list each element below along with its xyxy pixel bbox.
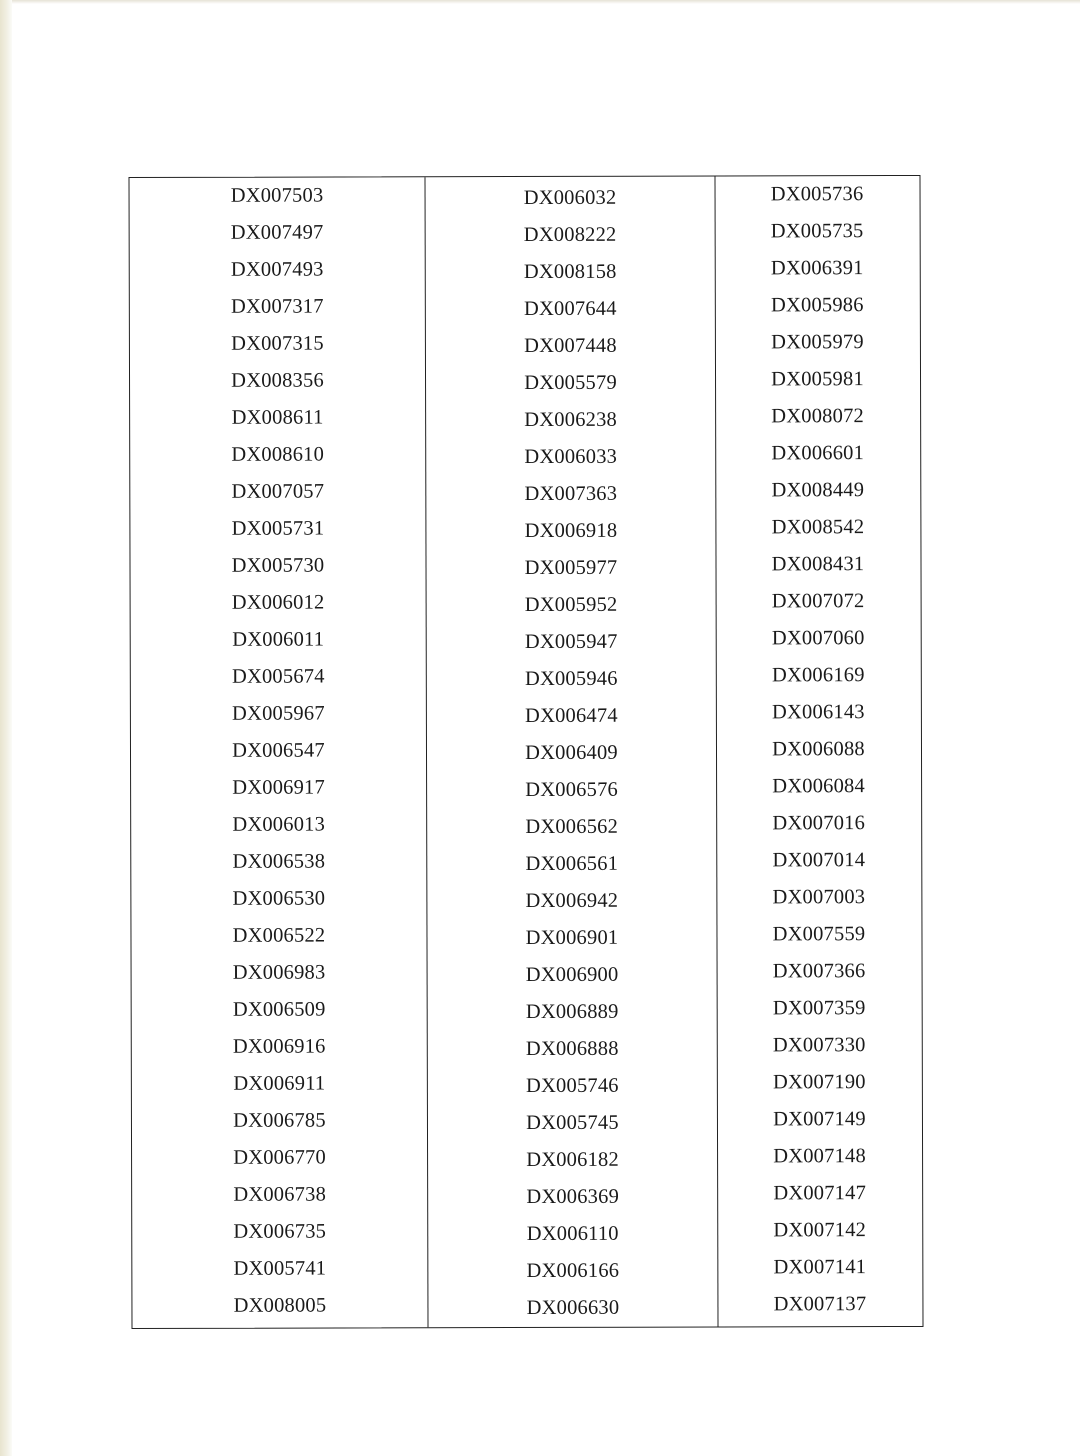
table-cell: DX007147 xyxy=(773,1182,867,1205)
table-cell: DX005977 xyxy=(524,556,618,580)
table-cell: DX007148 xyxy=(773,1145,866,1168)
table-cell: DX005979 xyxy=(771,331,864,354)
table-cell: DX005947 xyxy=(524,630,618,654)
table-cell: DX006011 xyxy=(232,628,325,651)
table-cell: DX007014 xyxy=(772,849,866,872)
table-cell: DX007141 xyxy=(773,1256,867,1279)
table-cell: DX006522 xyxy=(232,924,326,947)
table-cell: DX007072 xyxy=(771,590,865,613)
table-cell: DX006900 xyxy=(525,963,619,987)
table-cell: DX006032 xyxy=(523,186,617,210)
table-cell: DX006916 xyxy=(232,1035,326,1058)
table-cell: DX007366 xyxy=(772,960,866,983)
table-cell: DX006888 xyxy=(525,1037,619,1061)
table-cell: DX006630 xyxy=(526,1296,620,1320)
table-cell: DX006561 xyxy=(525,852,619,876)
table-cell: DX006901 xyxy=(525,926,619,950)
table-cell: DX005745 xyxy=(526,1111,619,1135)
table-cell: DX006889 xyxy=(525,1000,619,1024)
table-cell: DX006474 xyxy=(525,704,618,728)
table-cell: DX008356 xyxy=(231,369,324,392)
table-cell: DX006169 xyxy=(771,664,865,687)
table-cell: DX006409 xyxy=(525,741,618,765)
table-cell: DX005579 xyxy=(524,371,617,395)
table-column-1 xyxy=(129,177,428,1328)
table-cell: DX007497 xyxy=(230,221,324,244)
table-cell: DX006012 xyxy=(231,591,325,614)
table-cell: DX005981 xyxy=(771,368,864,391)
table-cell: DX006547 xyxy=(232,739,325,762)
table-cell: DX006391 xyxy=(770,257,864,280)
table-cell: DX006738 xyxy=(233,1183,327,1206)
table-cell: DX006576 xyxy=(525,778,618,802)
table-cell: DX007057 xyxy=(231,480,325,503)
table-cell: DX007190 xyxy=(772,1071,866,1094)
table-cell: DX008431 xyxy=(771,553,865,576)
table-cell: DX005731 xyxy=(231,517,325,540)
table-cell: DX007448 xyxy=(524,334,617,358)
table-cell: DX006238 xyxy=(524,408,618,432)
table-cell: DX008005 xyxy=(233,1294,327,1317)
table-cell: DX005967 xyxy=(232,702,325,725)
table-cell: DX006509 xyxy=(232,998,326,1021)
table-column-3 xyxy=(715,176,921,1327)
table-cell: DX007142 xyxy=(773,1219,867,1242)
table-cell: DX007493 xyxy=(230,258,324,281)
table-cell: DX007003 xyxy=(772,886,866,909)
table-cell: DX006143 xyxy=(772,701,865,724)
table-cell: DX007559 xyxy=(772,923,866,946)
table-cell: DX007503 xyxy=(230,184,324,207)
table-cell: DX005735 xyxy=(770,220,864,243)
table-cell: DX005741 xyxy=(233,1257,327,1280)
code-table xyxy=(128,175,923,1329)
table-cell: DX008072 xyxy=(771,405,865,428)
table-cell: DX006601 xyxy=(771,442,865,465)
table-cell: DX006530 xyxy=(232,887,326,910)
table-cell: DX005736 xyxy=(770,183,864,206)
table-cell: DX006538 xyxy=(232,850,326,873)
table-cell: DX007363 xyxy=(524,482,618,506)
table-cell: DX006088 xyxy=(772,738,865,761)
table-cell: DX007060 xyxy=(771,627,865,650)
table-cell: DX005674 xyxy=(231,665,325,688)
table-cell: DX008449 xyxy=(771,479,865,502)
table-cell: DX006770 xyxy=(233,1146,326,1169)
table-cell: DX007317 xyxy=(230,295,324,318)
table-cell: DX006013 xyxy=(232,813,326,836)
table-cell: DX006562 xyxy=(525,815,619,839)
table-cell: DX008158 xyxy=(523,260,617,284)
table-cell: DX005952 xyxy=(524,593,618,617)
table-cell: DX006911 xyxy=(233,1072,326,1095)
table-cell: DX006182 xyxy=(526,1148,619,1172)
table-cell: DX008542 xyxy=(771,516,865,539)
table-cell: DX005746 xyxy=(525,1074,619,1098)
table-cell: DX006917 xyxy=(232,776,325,799)
table-cell: DX005946 xyxy=(524,667,618,691)
table-cell: DX008222 xyxy=(523,223,617,247)
table-cell: DX005730 xyxy=(231,554,325,577)
table-cell: DX006110 xyxy=(526,1222,619,1245)
table-cell: DX006942 xyxy=(525,889,619,913)
table-cell: DX006369 xyxy=(526,1185,620,1209)
table-cell: DX007149 xyxy=(773,1108,866,1131)
table-cell: DX006084 xyxy=(772,775,865,798)
table-cell: DX006918 xyxy=(524,519,618,543)
table-cell: DX008610 xyxy=(231,443,325,466)
table-cell: DX007315 xyxy=(231,332,324,355)
table-cell: DX006983 xyxy=(232,961,326,984)
table-cell: DX007016 xyxy=(772,812,866,835)
table-cell: DX006735 xyxy=(233,1220,327,1243)
table-cell: DX007359 xyxy=(772,997,866,1020)
table-cell: DX007644 xyxy=(523,297,617,321)
table-column-2 xyxy=(425,177,718,1328)
table-cell: DX007137 xyxy=(773,1293,867,1316)
table-cell: DX006785 xyxy=(233,1109,326,1132)
table-cell: DX008611 xyxy=(231,406,324,429)
table-cell: DX006166 xyxy=(526,1259,620,1283)
table-cell: DX006033 xyxy=(524,445,618,469)
table-cell: DX005986 xyxy=(770,294,864,317)
table-cell: DX007330 xyxy=(772,1034,866,1057)
